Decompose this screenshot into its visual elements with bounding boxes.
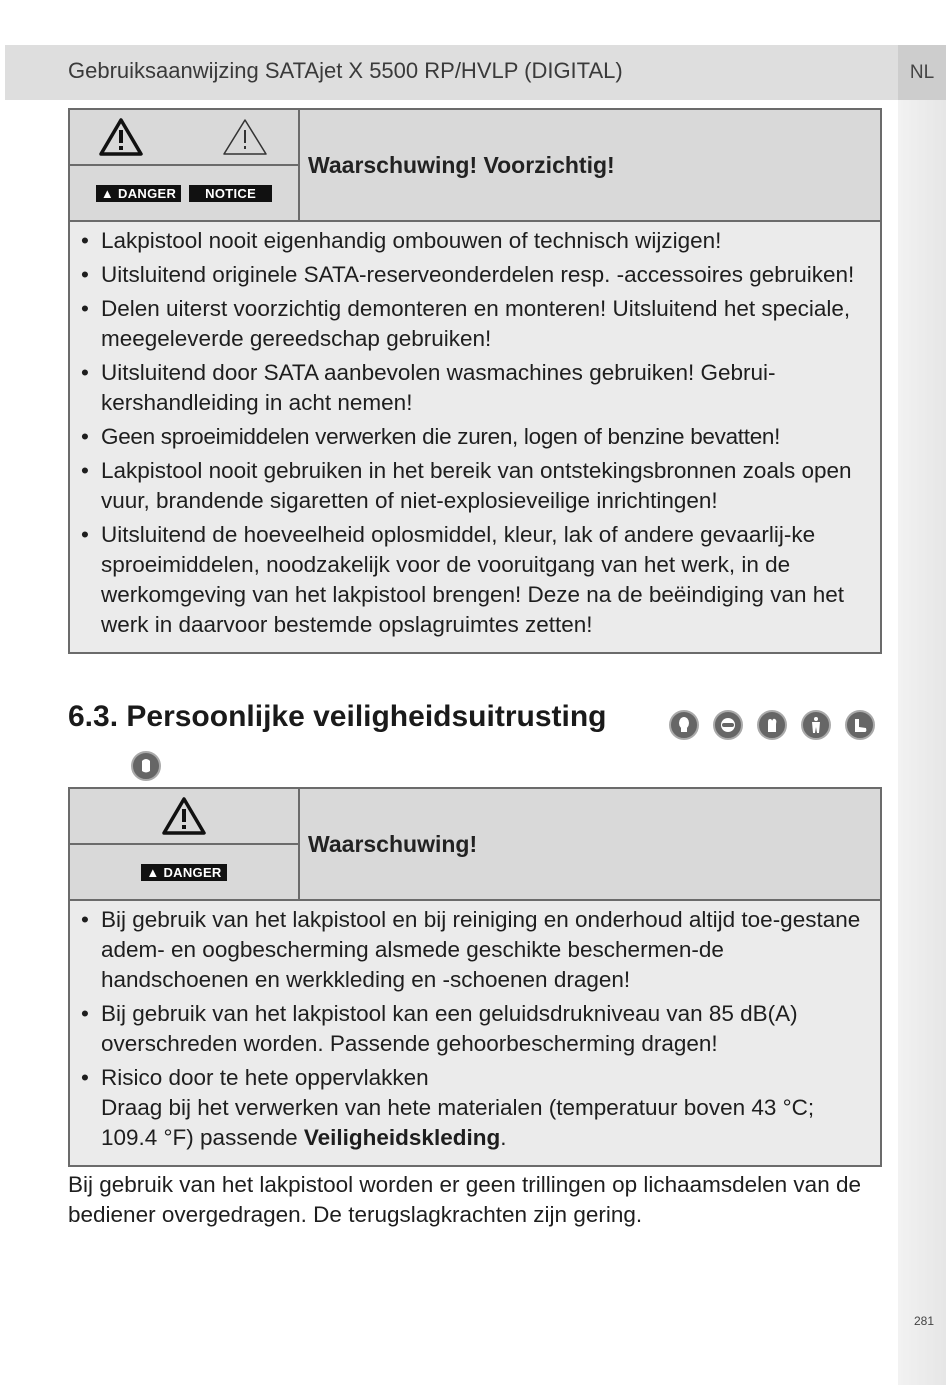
- list-item-emphasis: Veiligheidskleding: [303, 1125, 501, 1150]
- list-item: • Uitsluitend de hoeveelheid oplosmiddel, kleur, lak of andere gevaarlij-ke sproeimiddelen, noodzakelijk voor de vooruitgang van het werk, in de werkomgeving van het lakpistool brengen! Deze na de beëindiging van het werk in daarvoor bestemde opslagruimtes zetten!: [78, 520, 874, 640]
- list-item: • Bij gebruik van het lakpistool en bij reiniging en onderhoud altijd toe-gestane adem- en oogbescherming alsmede geschikte beschermen-de handschoenen en werkkleding en -schoenen dragen!: [78, 905, 874, 995]
- list-item-heading: Risico door te hete oppervlakken: [101, 1065, 429, 1090]
- list-item: • Lakpistool nooit eigenhandig ombouwen of technisch wijzigen!: [78, 226, 874, 256]
- goggles-icon: [713, 710, 743, 740]
- danger-label: ▲ DANGER: [141, 864, 226, 881]
- warning-symbol-row: [70, 789, 298, 845]
- warning-triangle-bold-icon: [162, 796, 206, 836]
- section-heading: 6.3. Persoonlijke veiligheidsuitrusting: [68, 700, 607, 733]
- respirator-icon: [669, 710, 699, 740]
- warning-list: [70, 222, 880, 652]
- list-item: • Lakpistool nooit gebruiken in het bereik van ontstekingsbronnen zoals open vuur, brandende sigaretten of niet-explosieveilige inrichtingen!: [78, 456, 874, 516]
- warning-header: [70, 789, 880, 901]
- body-paragraph: Bij gebruik van het lakpistool worden er geen trillingen op lichaamsdelen van de bediener overgedragen. De terugslagkrachten zijn gering.: [68, 1172, 861, 1227]
- danger-label-text: DANGER: [163, 864, 222, 880]
- warning-box-caution: [68, 108, 882, 654]
- list-item: • Bij gebruik van het lakpistool kan een geluidsdrukniveau van 85 dB(A) overschreden worden. Passende gehoorbescherming dragen!: [78, 999, 874, 1059]
- list-item: • Geen sproeimiddelen verwerken die zuren, logen of benzine bevatten!: [78, 422, 874, 452]
- safety-shoes-icon: [845, 710, 875, 740]
- signal-word-labels: [70, 166, 298, 220]
- warning-triangle-thin-icon: [221, 117, 269, 157]
- notice-label: [189, 185, 272, 202]
- danger-label-text: DANGER: [118, 185, 177, 201]
- page-number: 281: [914, 1314, 935, 1328]
- warning-header: [70, 110, 880, 222]
- list-item: • Delen uiterst voorzichtig demonteren en monteren! Uitsluitend het speciale, meegeleverde gereedschap gebruiken!: [78, 294, 874, 354]
- warning-symbols: [70, 110, 300, 220]
- list-item: • Uitsluitend door SATA aanbevolen wasmachines gebruiken! Gebrui-kershandleiding in acht nemen!: [78, 358, 874, 418]
- warning-symbol-row: [70, 110, 298, 166]
- language-tab: NL: [898, 45, 946, 100]
- warning-triangle-bold-icon: [99, 117, 143, 157]
- document-title: Gebruiksaanwijzing SATAjet X 5500 RP/HVLP (DIGITAL): [68, 58, 623, 83]
- danger-label: ▲ DANGER: [96, 185, 181, 202]
- ear-protection-icon: [131, 751, 161, 781]
- warning-box-danger: [68, 787, 882, 1167]
- list-item: • Uitsluitend originele SATA-reserveonderdelen resp. -accessoires gebruiken!: [78, 260, 874, 290]
- gloves-icon: [757, 710, 787, 740]
- list-item-text: Draag bij het verwerken van hete materialen (temperatuur boven 43 °C; 109.4 °F) passende: [101, 1095, 815, 1150]
- warning-title: Waarschuwing! Voorzichtig!: [308, 151, 615, 178]
- warning-symbols: [70, 789, 300, 899]
- list-item-period: .: [500, 1125, 507, 1150]
- margin-strip: [898, 100, 946, 1385]
- list-item: [78, 1063, 874, 1153]
- warning-list: [70, 901, 880, 1165]
- signal-word-labels: [70, 845, 298, 899]
- notice-label-text: NOTICE: [205, 185, 257, 201]
- protective-clothing-icon: [801, 710, 831, 740]
- warning-title: Waarschuwing!: [308, 830, 478, 857]
